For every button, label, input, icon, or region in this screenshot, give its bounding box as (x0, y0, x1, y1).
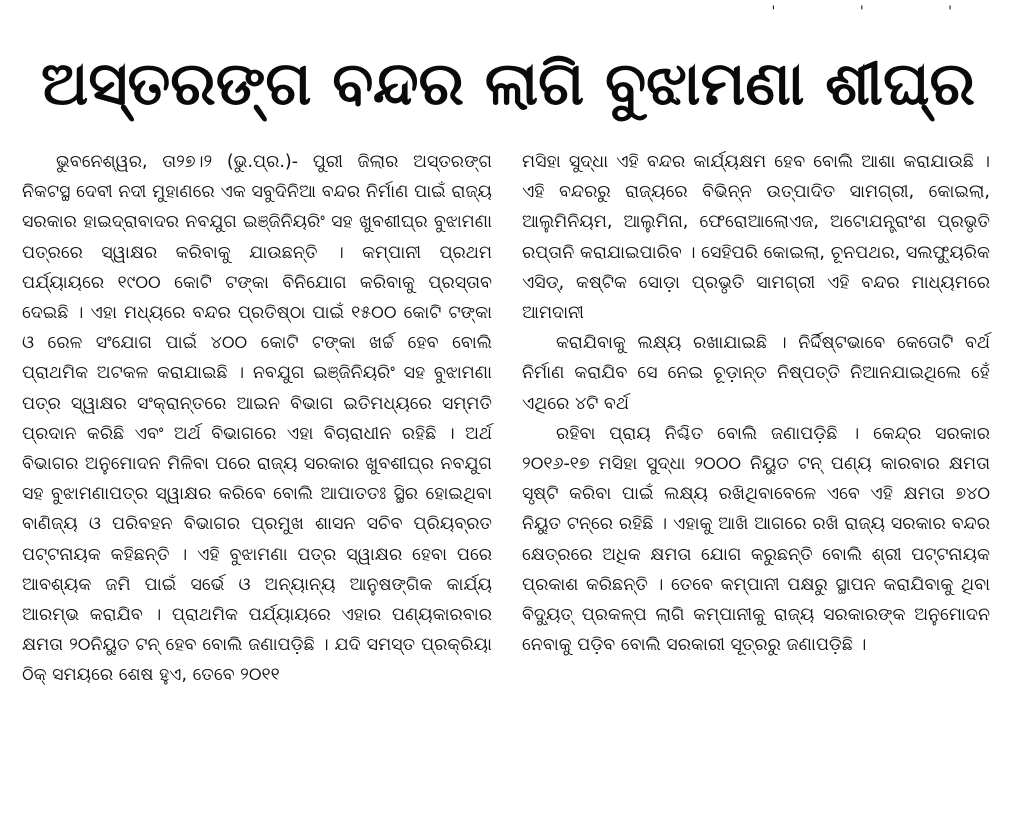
corner-marks: ' ' ' (771, 4, 992, 20)
right-column-paragraph-3: ରହିବା ପ୍ରାୟ ନିଶ୍ଚିତ ବୋଲି ଜଣାପଡ଼ିଛି । କେନ୍ଦ୍ର ସରକାର ୨୦୧୬-୧୭ ମସିହା ସୁଦ୍ଧା ୨୦୦୦ ନିୟୁତ ଟନ୍ ପଣ୍ୟ କାରବାର କ୍ଷମତା ସୃଷ୍ଟି କରିବା ପାଇଁ ଲକ୍ଷ୍ୟ ରଖିଥିବାବେଳେ ଏବେ ଏହି କ୍ଷମତା ୭୪୦ ନିୟୁତ ଟନ୍‌ରେ ରହିଛି । ଏହାକୁ ଆଖି ଆଗରେ ରଖି ରାଜ୍ୟ ସରକାର ବନ୍ଦର କ୍ଷେତ୍ରରେ ଅଧିକ କ୍ଷମତା ଯୋଗ କରୁଛନ୍ତି ବୋଲି ଶ୍ରୀ ପଟ୍ଟନାୟକ ପ୍ରକାଶ କରିଛନ୍ତି । ତେବେ କମ୍ପାନୀ ପକ୍ଷରୁ ସ୍ଥାପନ କରାଯିବାକୁ ଥିବା ବିଦ୍ୟୁତ୍ ପ୍ରକଳ୍ପ ଲାଗି କମ୍ପାନୀକୁ ରାଜ୍ୟ ସରକାରଙ୍କ ଅନୁମୋଦନ ନେବାକୁ ପଡ଼ିବ ବୋଲି ସରକାରୀ ସୂତ୍ରରୁ ଜଣାପଡ଼ିଛି । (522, 423, 990, 656)
article-left-column (22, 147, 492, 691)
article-headline: ଅସ୍ତରଙ୍ଗ ବନ୍ଦର ଲାଗି ବୁଝାମଣା ଶୀଘ୍ର (41, 49, 975, 119)
left-column-paragraph-1: ଭୁବନେଶ୍ୱର, ତା୨୭।୨ (ଭୁ.ପ୍ର.)- ପୁରୀ ଜିଲାର ଅସ୍ତରଙ୍ଗ ନିକଟସ୍ଥ ଦେବୀ ନଦୀ ମୁହାଣରେ ଏକ ସବୁଦିନିଆ ବନ୍ଦର ନିର୍ମାଣ ପାଇଁ ରାଜ୍ୟ ସରକାର ହାଇଦ୍ରାବାଦର ନବଯୁଗ ଇଞ୍ଜିନିୟରିଂ ସହ ଖୁବଶୀଘ୍ର ବୁଝାମଣା ପତ୍ରରେ ସ୍ୱାକ୍ଷର କରିବାକୁ ଯାଉଛନ୍ତି । କମ୍ପାନୀ ପ୍ରଥମ ପର୍ଯ୍ୟାୟରେ ୧୯୦୦ କୋଟି ଟଙ୍କା ବିନିଯୋଗ କରିବାକୁ ପ୍ରସ୍ତାବ ଦେଇଛି । ଏହା ମଧ୍ୟରେ ବନ୍ଦର ପ୍ରତିଷ୍ଠା ପାଇଁ ୧୫୦୦ କୋଟି ଟଙ୍କା ଓ ରେଳ ସଂଯୋଗ ପାଇଁ ୪୦୦ କୋଟି ଟଙ୍କା ଖର୍ଚ୍ଚ ହେବ ବୋଲି ପ୍ରାଥମିକ ଅଟକଳ କରାଯାଇଛି । ନବଯୁଗ ଇଞ୍ଜିନିୟରିଂ ସହ ବୁଝାମଣା ପତ୍ର ସ୍ୱାକ୍ଷର ସଂକ୍ରାନ୍ତରେ ଆଇନ ବିଭାଗ ଇତିମଧ୍ୟରେ ସମ୍ମତି ପ୍ରଦାନ କରିଛି ଏବଂ ଅର୍ଥ ବିଭାଗରେ ଏହା ବିଚାରାଧୀନ ରହିଛି । ଅର୍ଥ ବିଭାଗର ଅନୁମୋଦନ ମିଳିବା ପରେ ରାଜ୍ୟ ସରକାର ଖୁବଶୀଘ୍ର ନବଯୁଗ ସହ ବୁଝାମଣାପତ୍ର ସ୍ୱାକ୍ଷର କରିବେ ବୋଲି ଆପାତତଃ ସ୍ଥିର ହୋଇଥିବା ବାଣିଜ୍ୟ ଓ ପରିବହନ ବିଭାଗର ପ୍ରମୁଖ ଶାସନ ସଚିବ ପ୍ରିୟବ୍ରତ ପଟ୍ଟନାୟକ କହିଛନ୍ତି । ଏହି ବୁଝାମଣା ପତ୍ର ସ୍ୱାକ୍ଷର ହେବା ପରେ ଆବଶ୍ୟକ ଜମି ପାଇଁ ସର୍ଭେ ଓ ଅନ୍ୟାନ୍ୟ ଆନୁଷଙ୍ଗିକ କାର୍ଯ୍ୟ ଆରମ୍ଭ କରାଯିବ । ପ୍ରାଥମିକ ପର୍ଯ୍ୟାୟରେ ଏହାର ପଣ୍ୟକାରବାର କ୍ଷମତା ୨୦ନିୟୁତ ଟନ୍ ହେବ ବୋଲି ଜଣାପଡ଼ିଛି । ଯଦି ସମସ୍ତ ପ୍ରକ୍ରିୟା ଠିକ୍ ସମୟରେ ଶେଷ ହୁଏ, ତେବେ ୨୦୧୧ (22, 152, 492, 686)
right-column-paragraph-2: କରାଯିବାକୁ ଲକ୍ଷ୍ୟ ରଖାଯାଇଛି । ନିର୍ଦ୍ଦିଷ୍ଟଭାବେ କେତୋଟି ବର୍ଥ ନିର୍ମାଣ କରାଯିବ ସେ ନେଇ ଚୂଡ଼ାନ୍ତ ନିଷ୍ପତ୍ତି ନିଆନଯାଇଥିଲେ ହେଁ ଏଥିରେ ୪ଟି ବର୍ଥ (522, 333, 990, 414)
right-column-paragraph-1: ମସିହା ସୁଦ୍ଧା ଏହି ବନ୍ଦର କାର୍ଯ୍ୟକ୍ଷମ ହେବ ବୋଲି ଆଶା କରାଯାଉଛି । ଏହି ବନ୍ଦରରୁ ରାଜ୍ୟରେ ବିଭିନ୍ନ ଉତ୍ପାଦିତ ସାମଗ୍ରୀ, କୋଇଲା, ଆଲୁମିନିୟମ, ଆଲୁମିନା, ଫେରୋଆଲୋଏଜ, ଅଟୋଯନ୍ତ୍ରାଂଶ ପ୍ରଭୃତି ରପ୍ତାନି କରାଯାଇପାରିବ । ସେହିପରି କୋଇଲା, ଚୂନପଥର, ସଲଫ୍ୟୁରିକ ଏସିଡ୍, କଷ୍ଟିକ ସୋଡ଼ା ପ୍ରଭୃତି ସାମଗ୍ରୀ ଏହି ବନ୍ଦର ମାଧ୍ୟମରେ ଆମଦାନୀ (522, 152, 990, 324)
article-right-column (522, 147, 990, 660)
